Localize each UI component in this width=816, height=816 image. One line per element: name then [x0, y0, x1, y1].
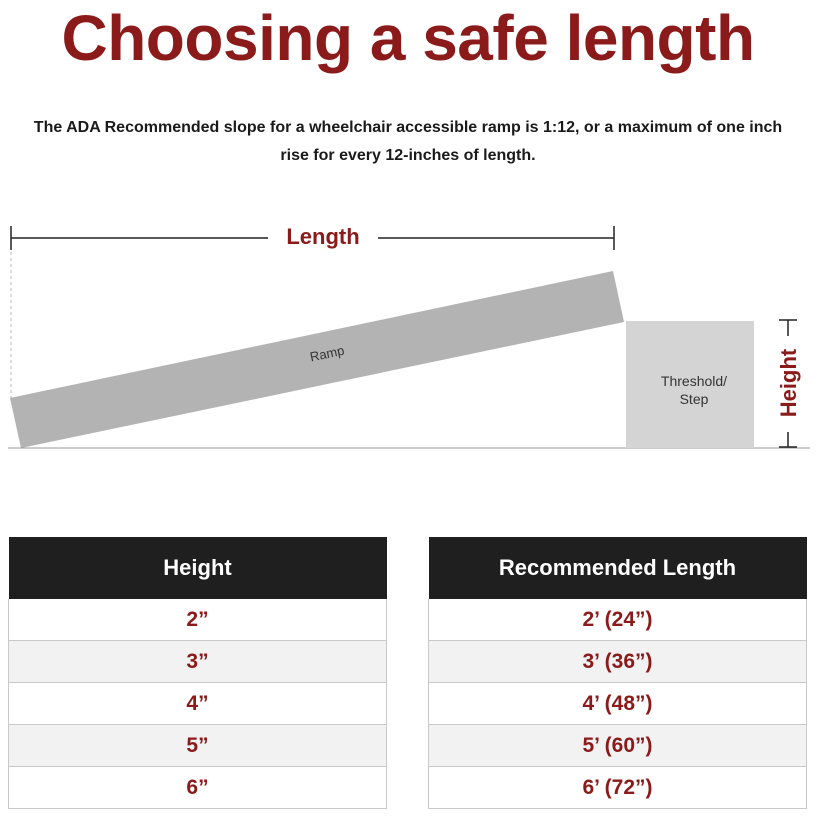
length-cell: 6’ (72”): [429, 767, 807, 809]
threshold-step: [626, 321, 754, 448]
length-label: Length: [286, 224, 360, 249]
recommended-length-table: [428, 537, 807, 809]
page-subtitle: The ADA Recommended slope for a wheelchair accessible ramp is 1:12, or a maximum of one inch rise for every 12-inches of length.: [33, 119, 783, 164]
page-title: Choosing a safe length: [61, 2, 755, 74]
height-label: Height: [776, 348, 801, 418]
height-cell: 4”: [9, 683, 387, 725]
ramp-label: Ramp: [308, 342, 346, 365]
height-cell: 6”: [9, 767, 387, 809]
height-column-header: Height: [9, 537, 387, 599]
length-dimension: [11, 224, 614, 250]
length-cell: 4’ (48”): [429, 683, 807, 725]
ramp-shape: [10, 271, 624, 448]
length-column-header: Recommended Length: [429, 537, 807, 599]
step-label-line2: Step: [679, 391, 709, 407]
height-cell: 2”: [9, 599, 387, 641]
ramp-diagram: [0, 210, 816, 460]
length-cell: 5’ (60”): [429, 725, 807, 767]
height-cell: 3”: [9, 641, 387, 683]
length-cell: 2’ (24”): [429, 599, 807, 641]
height-cell: 5”: [9, 725, 387, 767]
height-dimension: [776, 320, 801, 447]
height-table: [8, 537, 387, 809]
length-cell: 3’ (36”): [429, 641, 807, 683]
step-label-line1: Threshold/: [660, 373, 728, 389]
